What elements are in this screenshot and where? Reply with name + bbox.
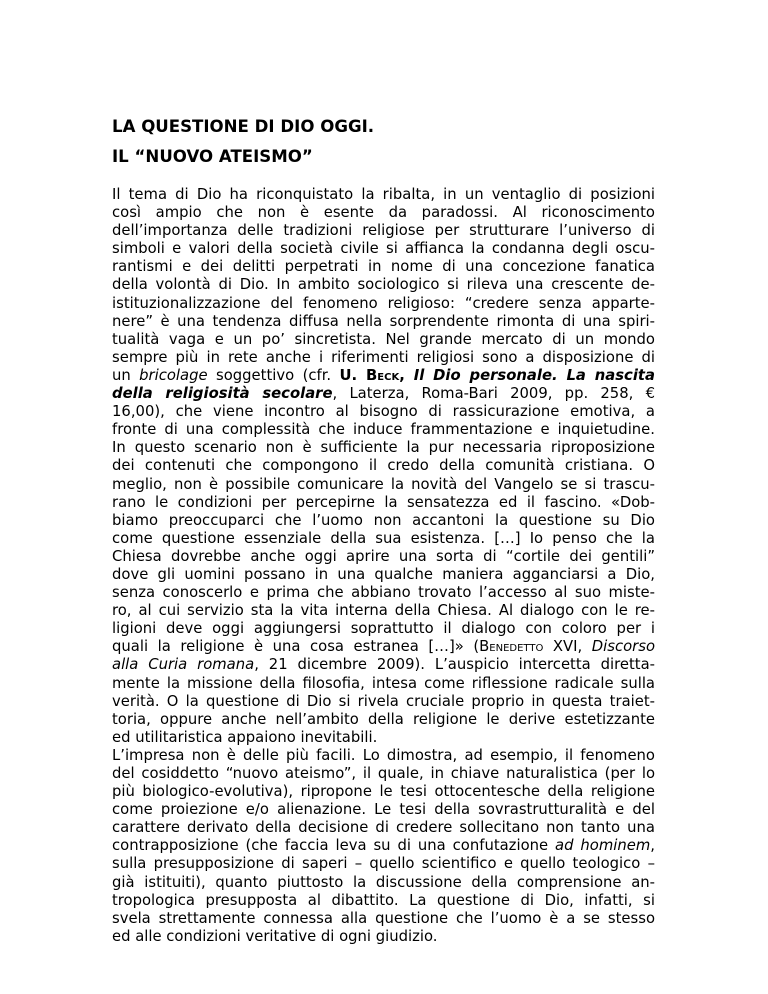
paragraph-2 [112,747,655,946]
document-title [112,112,655,172]
text-line: In questo scenario non è sufficiente la pur necessaria riproposizione [112,439,655,457]
citation-author-initial: U. B [339,366,378,384]
text-line: istituzionalizzazione del fenomeno religioso: “credere senza apparte- [112,294,655,312]
text-line: carattere derivato della decisione di credere sollecitano non tanto una [112,819,655,837]
text-run: , [399,366,414,384]
text-line: più biologico-evolutiva), ripropone le tesi ottocentesche della religione [112,783,655,801]
text-line: come proiezione e/o alienazione. Le tesi della sovrastrutturalità e del [112,801,655,819]
text-line: senza conoscerlo e prima che abbiano trovato l’accesso al suo miste- [112,584,655,602]
text-run: contrapposizione (che faccia leva su di una confutazione [112,837,556,855]
text-run: , [650,837,655,855]
italic-term: ad hominem [555,837,651,855]
text-line: Il tema di Dio ha riconquistato la ribalta, in un ventaglio di posizioni [112,186,655,203]
text-line: sempre più in rete anche i riferimenti religiosi sono a disposizione di [112,348,655,366]
text-line: ro, al cui servizio sta la vita interna della Chiesa. Al dialogo con le re- [112,602,655,620]
text-line: toria, oppure anche nell’ambito della religione le derive estetizzante [112,710,655,728]
text-line: così ampio che non è esente da paradossi. Al riconoscimento [112,204,655,222]
text-line [112,638,655,656]
text-line: rantismi e dei delitti perpetrati in nome di una concezione fanatica [112,258,655,276]
text-line: verità. O la questione di Dio si rivela cruciale proprio in questa traiet- [112,692,655,710]
text-line: nere” è una tendenza diffusa nella sorprendente rimonta di una spiri- [112,312,655,330]
text-line: sulla presupposizione di saperi – quello scientifico e quello teologico – [112,855,655,873]
document-page [112,112,655,946]
text-line: ligioni deve oggi aggiungersi soprattutto il dialogo con coloro per i [112,620,655,638]
text-line: ed utilitaristica appaiono inevitabili. [112,728,378,746]
text-line [112,837,655,855]
text-line: ed alle condizioni veritative di ogni giudizio. [112,927,438,945]
text-line: dove gli uomini possano in una qualche maniera agganciarsi a Dio, [112,565,655,583]
text-run: , Laterza, Roma-Bari 2009, pp. 258, € [332,385,655,403]
text-line: L’impresa non è delle più facili. Lo dimostra, ad esempio, il fenomeno [112,746,655,764]
text-line: rano le condizioni per percepirne la sensatezza ed il fascino. «Dob- [112,493,655,511]
text-run: quali la religione è una cosa estranea […]» (B [112,638,490,656]
text-run: un [112,366,140,384]
text-run: soggettivo (cfr. [207,366,340,384]
text-line: simboli e valori della società civile si affianca la condanna degli oscu- [112,240,655,258]
text-line [112,367,655,385]
text-line [112,656,655,674]
text-line: dei contenuti che compongono il credo della comunità cristiana. O [112,457,655,475]
text-run: , 21 dicembre 2009). L’auspicio intercetta diretta- [254,656,655,674]
title-line-2: IL “NUOVO ATEISMO” [112,147,313,166]
text-line: del cosiddetto “nuovo ateismo”, il quale, in chiave naturalistica (per lo [112,765,655,782]
text-line [112,385,655,403]
italic-title: Discorso [591,638,655,656]
text-line: mente la missione della filosofia, intesa come riflessione radicale sulla [112,674,655,692]
text-line: tualità vaga e un po’ sincretista. Nel grande mercato di un mondo [112,330,655,348]
text-line: meglio, non è possibile comunicare la novità del Vangelo se si trascu- [112,475,655,493]
text-line: dell’importanza delle tradizioni religiose per strutturare l’universo di [112,222,655,240]
author-smallcaps: enedetto [489,638,544,656]
text-line: fronte di una complessità che induce frammentazione e inquietudine. [112,421,655,439]
text-line: 16,00), che viene incontro al bisogno di rassicurazione emotiva, a [112,403,655,421]
italic-term: bricolage [139,366,208,384]
text-line: svela strettamente connessa alla questione che l’uomo è a se stesso [112,909,655,927]
citation-book-title-cont: della religiosità secolare [112,385,333,403]
italic-title-cont: alla Curia romana [112,656,255,674]
paragraph-1 [112,186,655,747]
citation-author-surname: eck [377,366,400,384]
text-line: della volontà di Dio. In ambito sociologico si rileva una crescente de- [112,276,655,294]
text-line: tropologica presupposta al dibattito. La questione di Dio, infatti, si [112,891,655,909]
text-line: già istituiti), quanto piuttosto la discussione della comprensione an- [112,873,655,891]
text-line: come questione essenziale della sua esistenza. […] Io penso che la [112,529,655,547]
text-line: Chiesa dovrebbe anche oggi aprire una sorta di “cortile dei gentili” [112,547,655,565]
citation-book-title: Il Dio personale. La nascita [413,366,655,384]
text-line: biamo preoccuparci che l’uomo non accantoni la questione su Dio [112,511,655,529]
title-line-1: LA QUESTIONE DI DIO OGGI. [112,117,375,136]
text-run: XVI, [543,638,592,656]
